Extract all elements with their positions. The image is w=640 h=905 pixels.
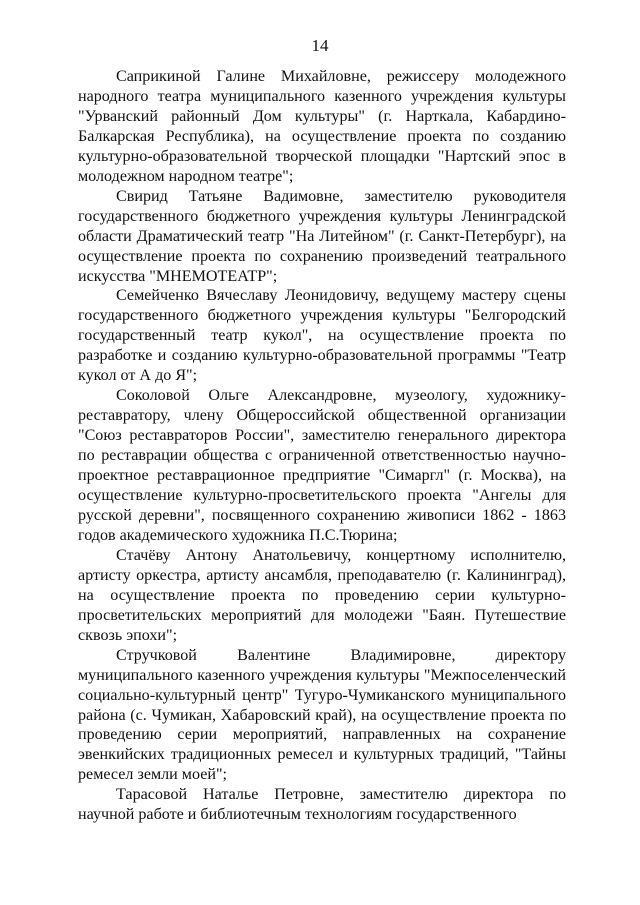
paragraph-semeychenko: Семейченко Вячеславу Леонидовичу, ведущему мастеру сцены государственного бюджетного учреждения культуры "Белгородский государственный театр кукол", на осуществление проекта по разработке и созданию культурно-образовательной программы "Театр кукол от А до Я"; [78,287,566,385]
paragraph-svirid: Свирид Татьяне Вадимовне, заместителю руководителя государственного бюджетного учреждения культуры Ленинградской области Драматический театр "На Литейном" (г. Санкт-Петербург), на осуществление проекта по сохранению произведений театрального искусства "МНЕМОТЕАТР"; [78,187,566,285]
paragraph-saprikina: Саприкиной Галине Михайловне, режиссеру молодежного народного театра муниципального казенного учреждения культуры "Урванский районный Дом культуры" (г. Нарткала, Кабардино-Балкарская Республика), на осуществление проекта по созданию культурно-образовательной творческой площадки "Нартский эпос в молодежном народном театре"; [78,68,566,185]
document-body [78,67,566,825]
paragraph-tarasova: Тарасовой Наталье Петровне, заместителю директора по научной работе и библиотечным технологиям государственного [78,786,566,824]
paragraph-sokolova: Соколовой Ольге Александровне, музеологу, художнику-реставратору, члену Общероссийской общественной организации "Союз реставраторов России", заместителю генерального директора по реставрации общества с ограниченной ответственностью научно-проектное реставрационное предприятие "Симаргл" (г. Москва), на осуществление культурно-просветительского проекта "Ангелы для русской деревни", посвященного сохранению живописи 1862 - 1863 годов академического художника П.С.Тюрина; [78,387,566,544]
paragraph-stachev: Стачёву Антону Анатольевичу, концертному исполнителю, артисту оркестра, артисту ансамбля, преподавателю (г. Калининград), на осуществление проекта по проведению серии культурно-просветительских мероприятий для молодежи "Баян. Путешествие сквозь эпохи"; [78,546,566,644]
page-number: 14 [311,36,329,55]
paragraph-struchkova: Стручковой Валентине Владимировне, директору муниципального казенного учреждения культуры "Межпоселенческий социально-культурный центр" Тугуро-Чумиканского муниципального района (с. Чумикан, Хабаровский край), на осуществление проекта по проведению серии мероприятий, направленных на сохранение эвенкийских традиционных ремесел и культурных традиций, "Тайны ремесел земли моей"; [78,646,566,784]
